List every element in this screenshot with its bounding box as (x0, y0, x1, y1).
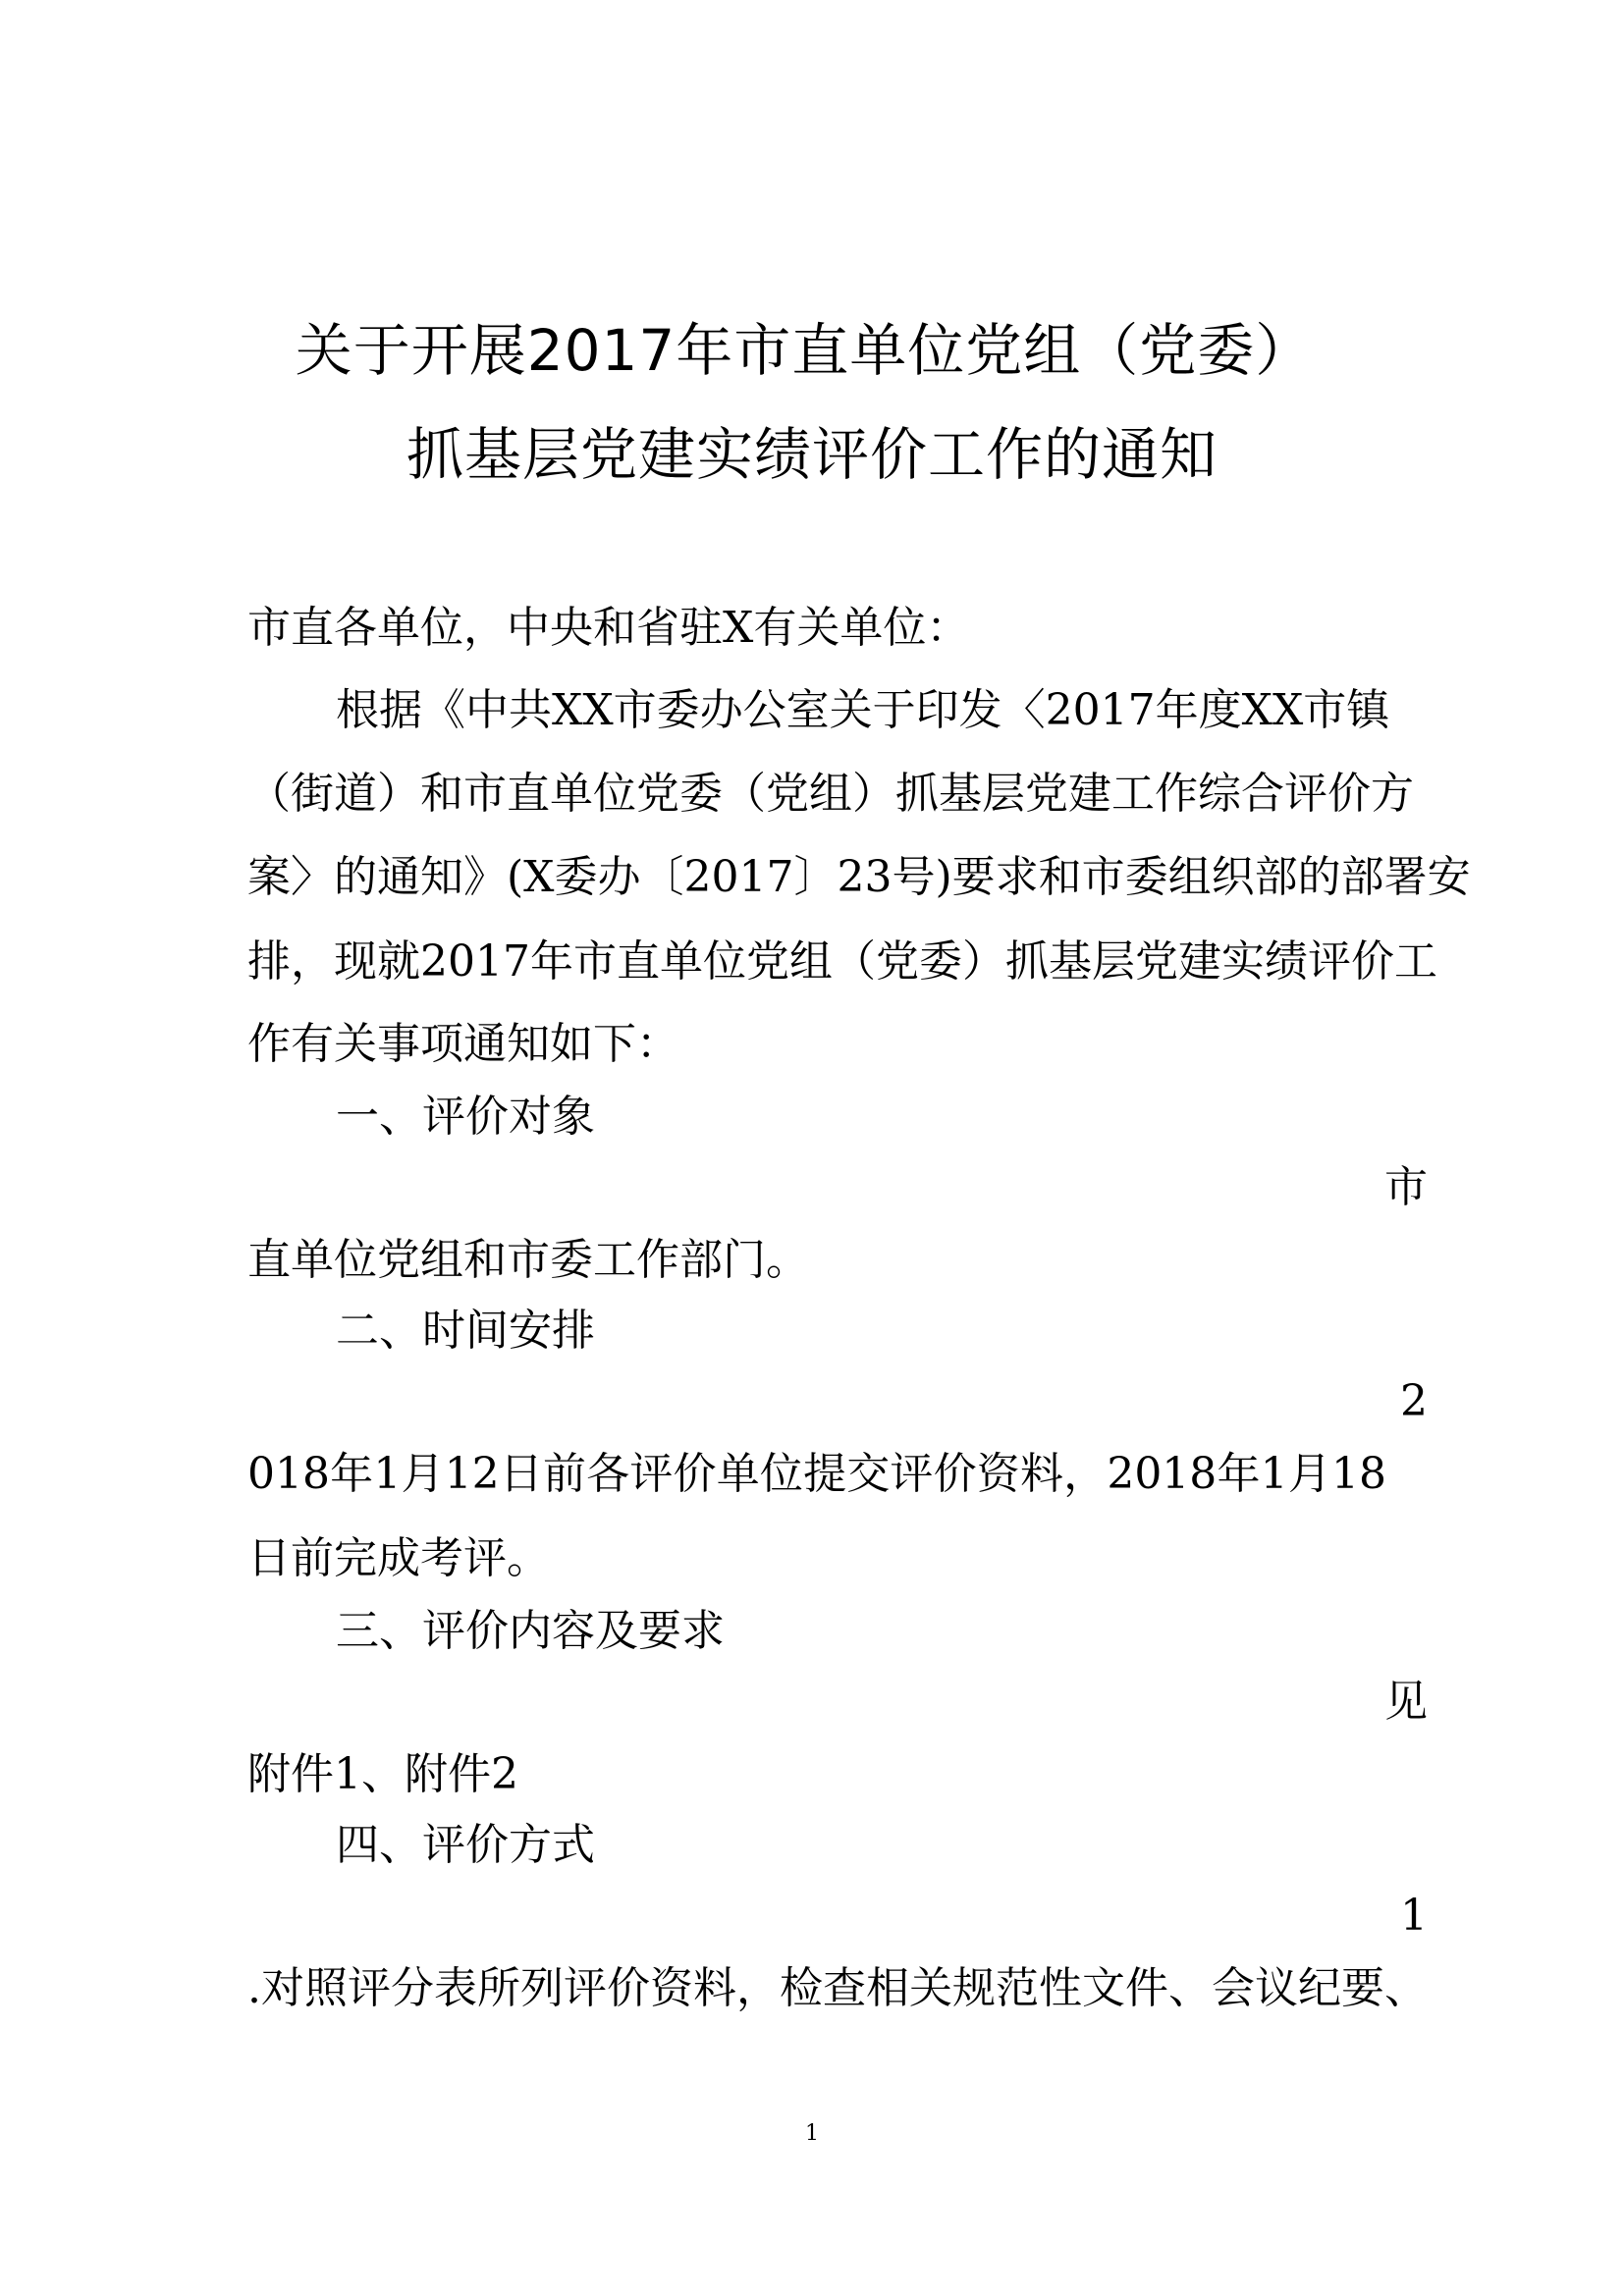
section-heading: 二、时间安排 (336, 1306, 595, 1356)
document-title-line-1: 关于开展2017年市直单位党组（党委） (295, 317, 1314, 384)
intro-line: 作有关事项通知如下： (247, 1019, 679, 1069)
document-title-line-2: 抓基层党建实绩评价工作的通知 (406, 421, 1218, 488)
salutation: 市直各单位，中央和省驻X有关单位： (247, 603, 970, 653)
section-heading: 三、评价内容及要求 (336, 1606, 725, 1656)
section-first-char: 见 (1384, 1677, 1428, 1727)
intro-line: （街道）和市直单位党委（党组）抓基层党建工作综合评价方 (247, 769, 1414, 819)
section-first-char: 市 (1384, 1162, 1428, 1212)
section-body-line: 日前完成考评。 (247, 1533, 550, 1583)
section-body-line: 018年1月12日前各评价单位提交评价资料，2018年1月18 (247, 1449, 1386, 1499)
section-body-line: .对照评分表所列评价资料，检查相关规范性文件、会议纪要、 (247, 1963, 1428, 2013)
section-heading: 四、评价方式 (336, 1820, 595, 1870)
intro-line: 案〉的通知》(X委办〔2017〕23号)要求和市委组织部的部署安 (247, 852, 1471, 902)
section-body-line: 附件1、附件2 (247, 1749, 518, 1799)
section-first-char: 1 (1400, 1891, 1428, 1941)
intro-line: 根据《中共XX市委办公室关于印发〈2017年度XX市镇 (336, 685, 1390, 735)
section-heading: 一、评价对象 (336, 1092, 595, 1142)
intro-line: 排，现就2017年市直单位党组（党委）抓基层党建实绩评价工 (247, 936, 1437, 987)
page-number: 1 (805, 2121, 819, 2146)
section-first-char: 2 (1400, 1376, 1428, 1426)
section-body-line: 直单位党组和市委工作部门。 (247, 1235, 809, 1285)
